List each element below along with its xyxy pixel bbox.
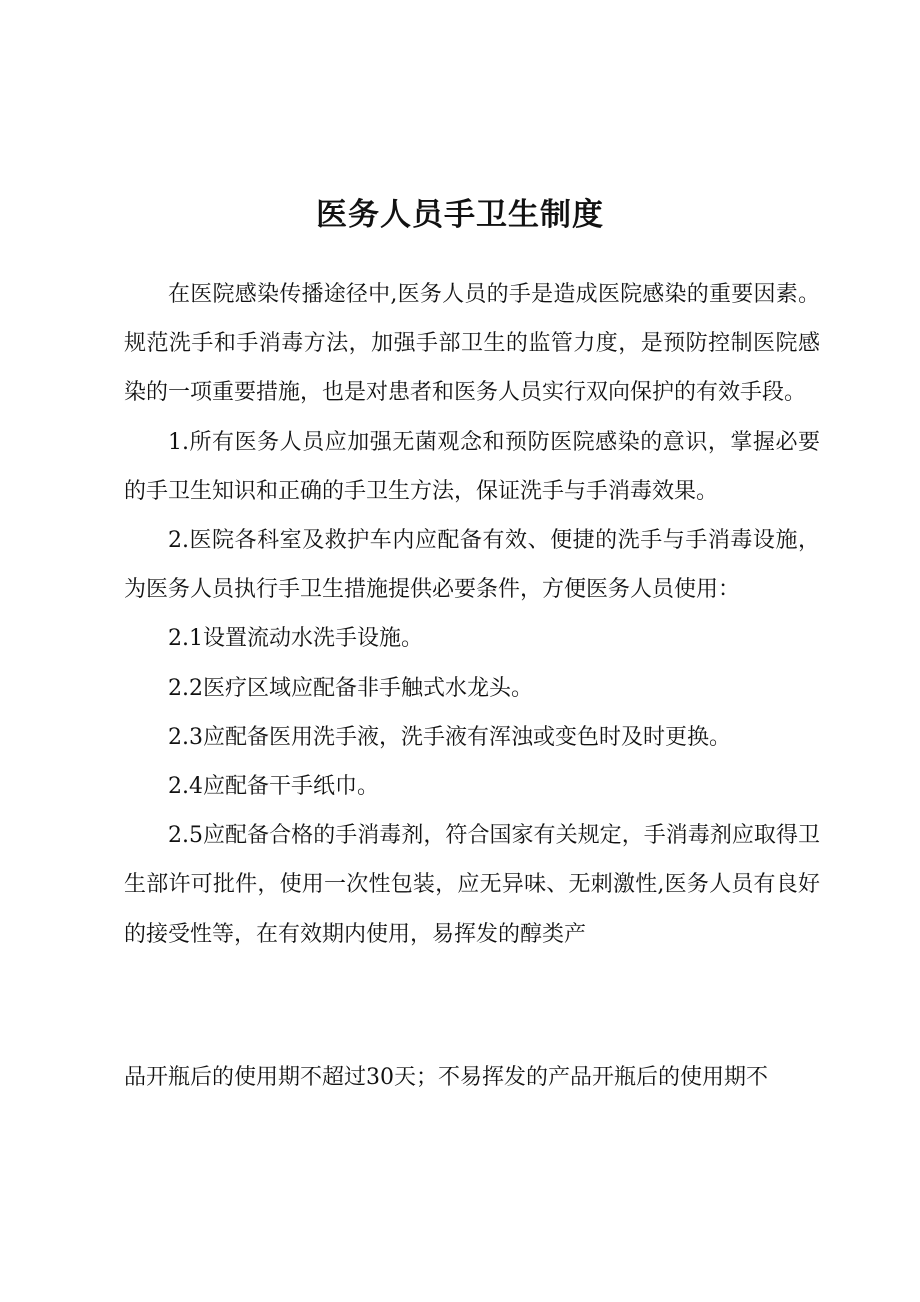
clause-2-2: 2.2医疗区域应配备非手触式水龙头。 — [168, 675, 533, 701]
clause-2-4: 2.4应配备干手纸巾。 — [168, 774, 379, 800]
continuation-line: 品开瓶后的使用期不超过30天；不易挥发的产品开瓶后的使用期不 — [124, 1065, 768, 1090]
clause-2-5: 2.5应配备合格的手消毒剂，符合国家有关规定，手消毒剂应取得卫生部许可批件，使用一次性包装，应无异味、无刺激性,医务人员有良好的接受性等，在有效期内使用，易挥发的醇类产 — [124, 823, 820, 947]
intro-paragraph: 在医院感染传播途径中,医务人员的手是造成医院感染的重要因素。规范洗手和手消毒方法，加强手部卫生的监管力度，是预防控制医院感染的一项重要措施，也是对患者和医务人员实行双向保护的有效手段。 — [124, 282, 820, 406]
document-title: 医务人员手卫生制度 — [316, 196, 604, 233]
clause-2-3: 2.3应配备医用洗手液，洗手液有浑浊或变色时及时更换。 — [168, 724, 731, 750]
clause-2-1: 2.1设置流动水洗手设施。 — [168, 626, 423, 652]
clause-2: 2.医院各科室及救护车内应配备有效、便捷的洗手与手消毒设施，为医务人员执行手卫生措施提供必要条件，方便医务人员使用： — [124, 528, 820, 603]
document-body — [124, 270, 820, 959]
clause-1: 1.所有医务人员应加强无菌观念和预防医院感染的意识，掌握必要的手卫生知识和正确的手卫生方法，保证洗手与手消毒效果。 — [124, 429, 820, 504]
